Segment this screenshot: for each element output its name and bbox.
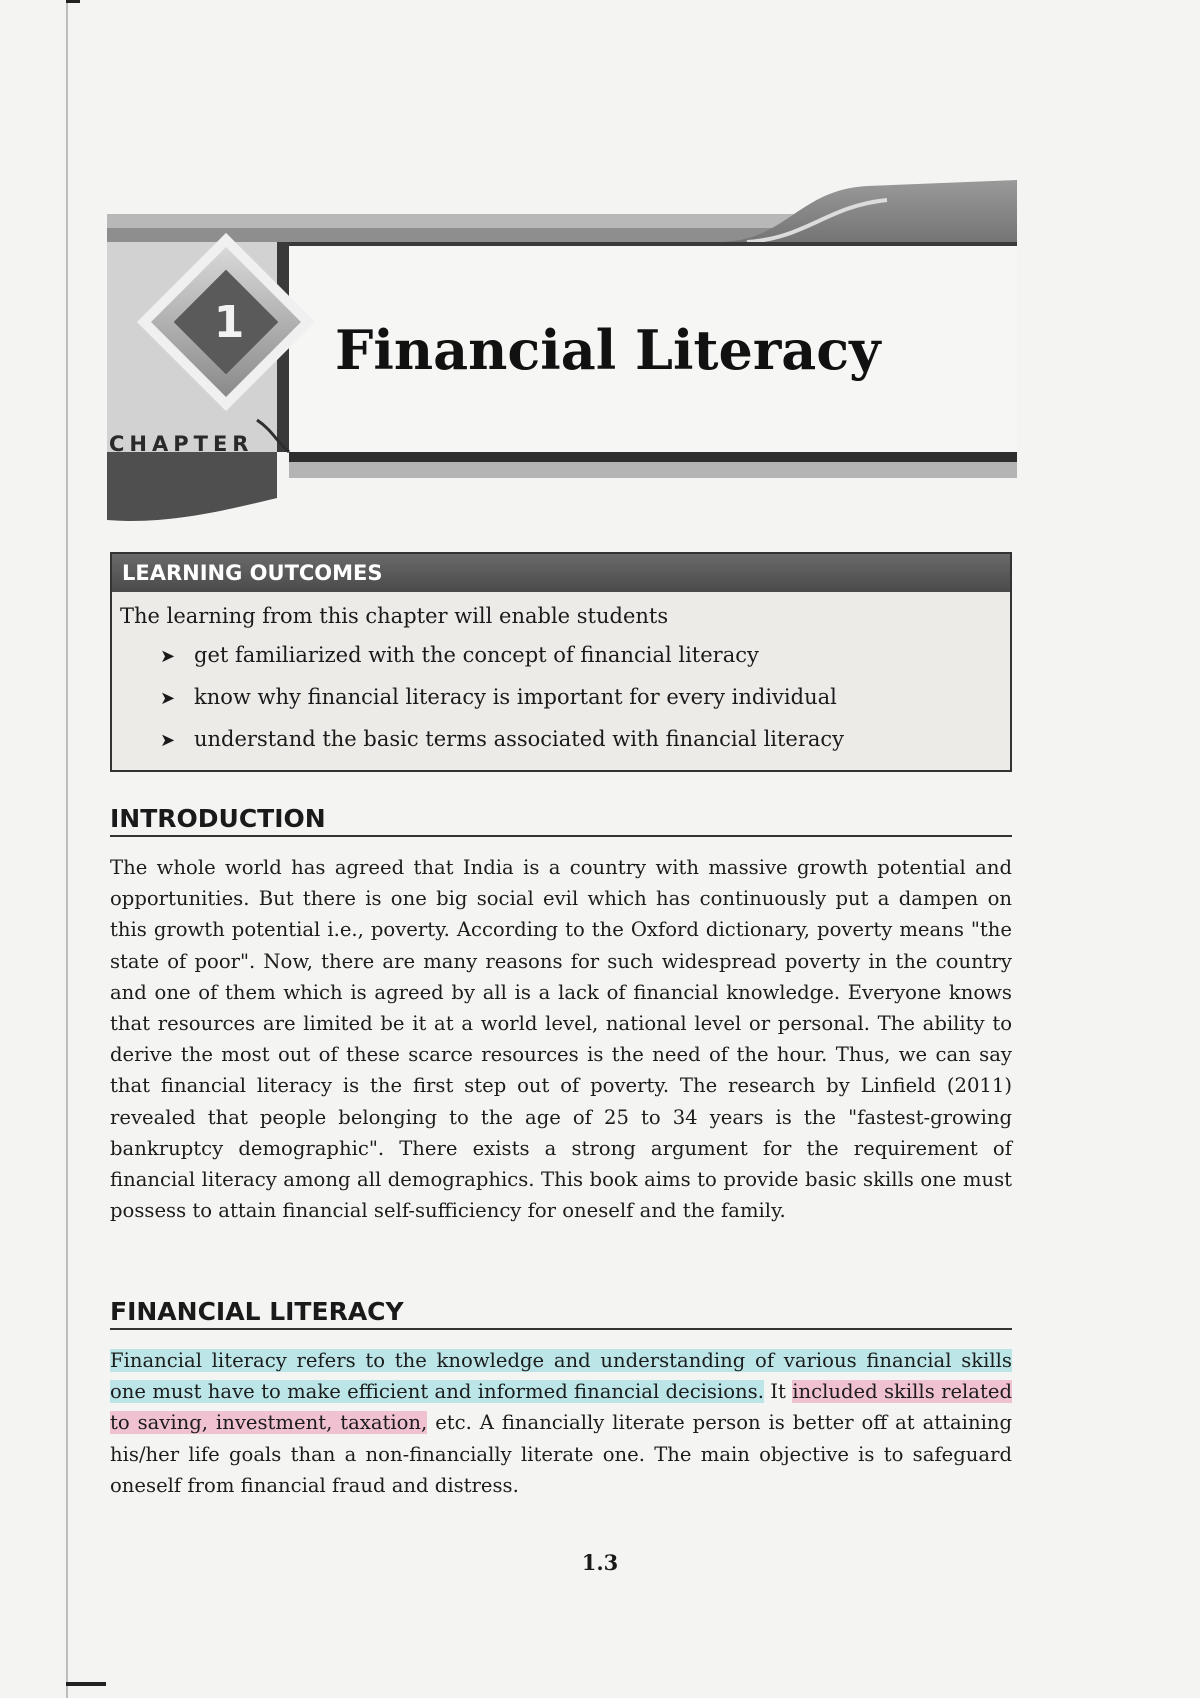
chapter-title: Financial Literacy [335,318,881,382]
chapter-number: 1 [213,297,245,348]
list-item [160,634,1010,676]
list-item-text: get familiarized with the concept of financial literacy [194,643,759,667]
highlighted-text-blue: Financial literacy refers to the knowledge and understanding of various financial skills one must have to make efficient and informed financial decisions. [110,1349,1012,1404]
crop-mark-top [66,0,80,3]
list-item-text: understand the basic terms associated with financial literacy [194,727,845,751]
financial-literacy-heading: FINANCIAL LITERACY [110,1297,1012,1330]
arrow-bullet-icon: ➤ [160,730,176,751]
financial-literacy-paragraph [110,1345,1012,1501]
chapter-banner [107,180,1017,525]
learning-outcomes-heading: LEARNING OUTCOMES [112,554,1010,592]
list-item [160,676,1010,718]
learning-outcomes-intro: The learning from this chapter will enable students [120,604,669,628]
arrow-bullet-icon: ➤ [160,646,176,667]
arrow-bullet-icon: ➤ [160,688,176,709]
list-item [160,718,1010,760]
list-item-text: know why financial literacy is important for every individual [194,685,837,709]
highlighted-text-pink: included skills related to saving, investment, taxation, [110,1380,1012,1435]
introduction-heading: INTRODUCTION [110,804,1012,837]
crop-mark-bottom [66,1682,106,1686]
page-edge [66,0,68,1698]
paragraph-text: It [763,1380,793,1404]
chapter-label: CHAPTER [109,432,254,456]
learning-outcomes-box [110,552,1012,772]
page-number: 1.3 [581,1550,619,1575]
learning-outcomes-list [112,634,1010,760]
introduction-paragraph: The whole world has agreed that India is a country with massive growth potential and opportunities. But there is one big social evil which has continuously put a dampen on this growth potential i.e., poverty. According to the Oxford dictionary, poverty means "the state of poor". Now, there are many reasons for such widespread poverty in the country and one of them which is agreed by all is a lack of financial knowledge. Everyone knows that resources are limited be it at a world level, national level or personal. The ability to derive the most out of these scarce resources is the need of the hour. Thus, we can say that financial literacy is the first step out of poverty. The research by Linfield (2011) revealed that people belonging to the age of 25 to 34 years is the "fastest-growing bankruptcy demographic". There exists a strong argument for the requirement of financial literacy among all demographics. This book aims to provide basic skills one must possess to attain financial self-sufficiency for oneself and the family. [110,856,1012,1223]
paragraph-text: etc. A financially literate person is better off at attaining his/her life goals than a non-financially literate one. The main objective is to safeguard oneself from financial fraud and distress. [110,1411,1012,1497]
